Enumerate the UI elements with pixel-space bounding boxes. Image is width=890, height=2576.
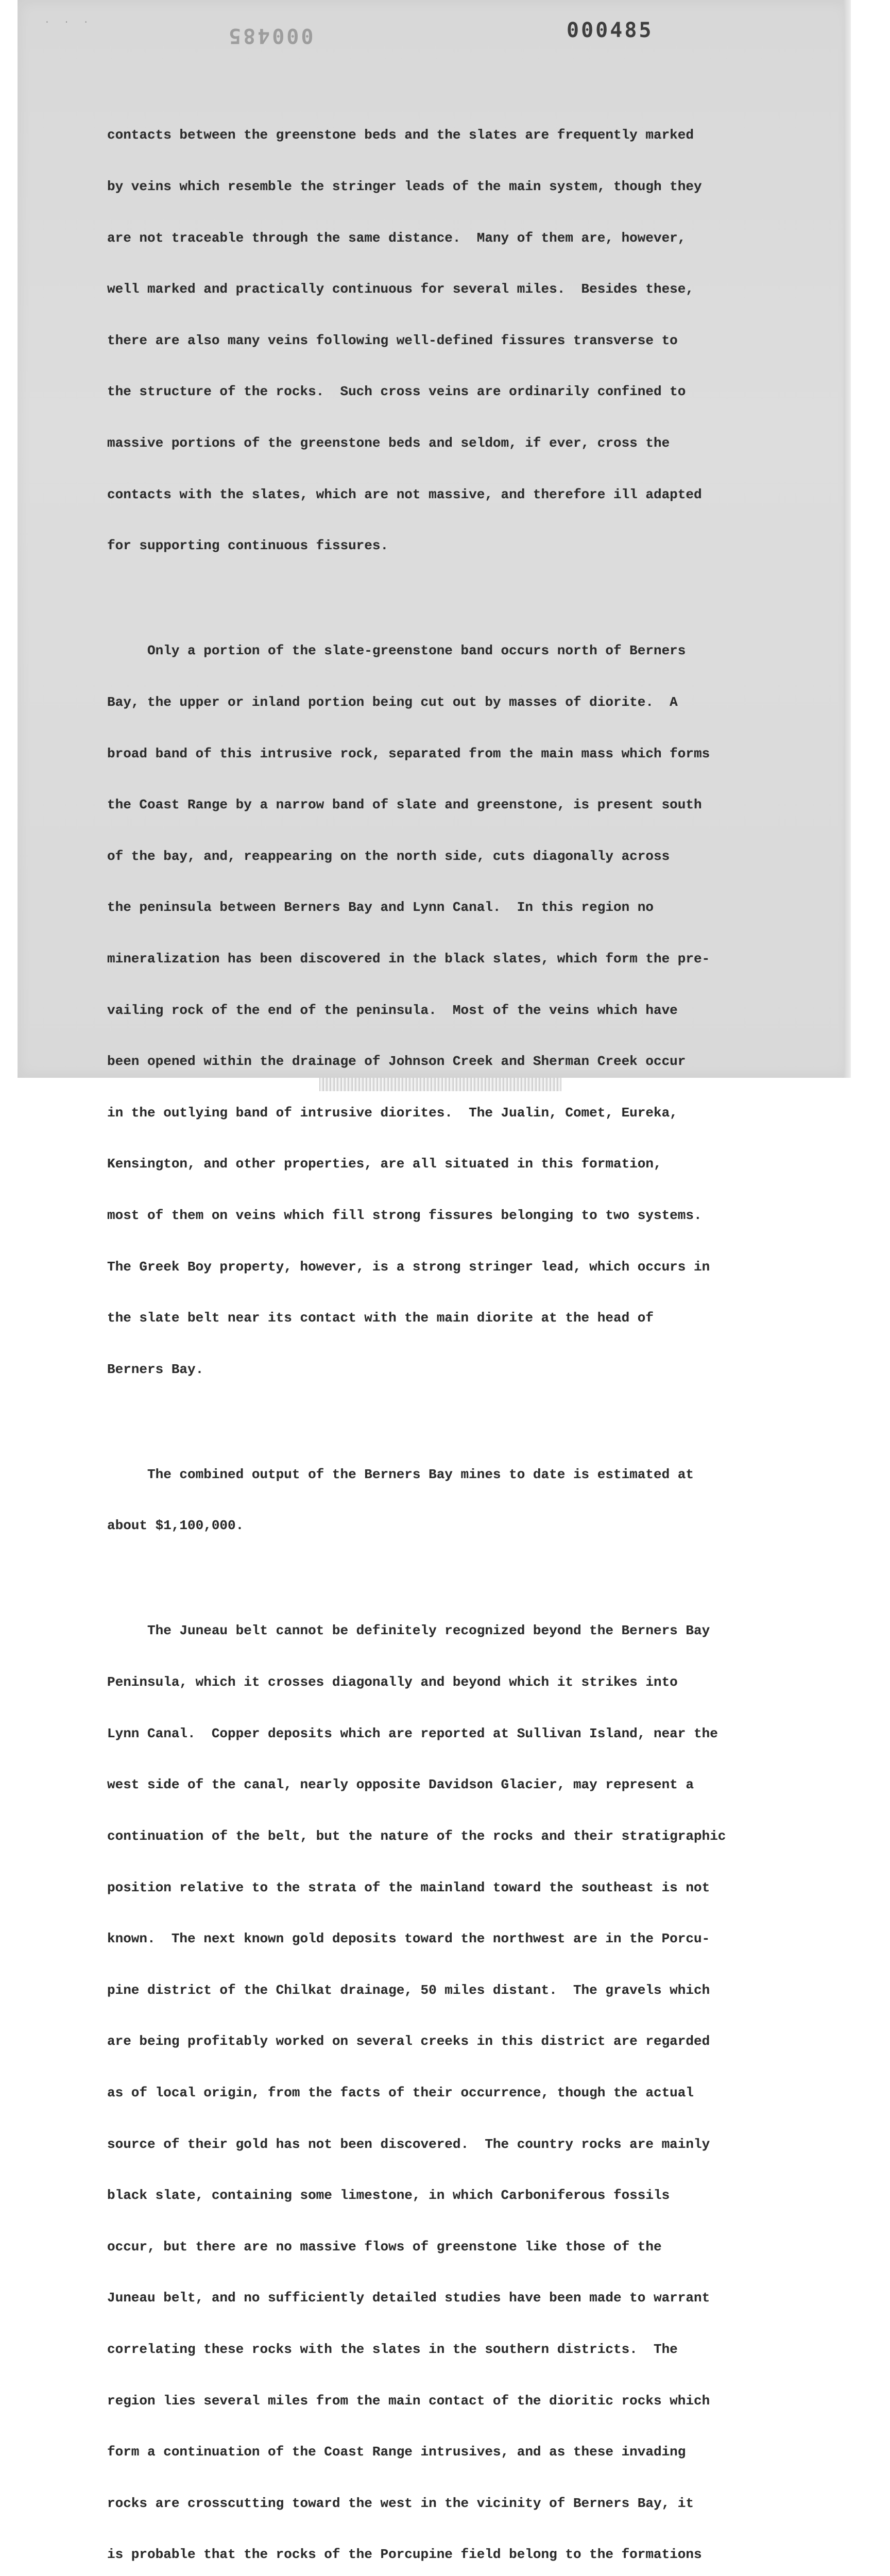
text-line: is probable that the rocks of the Porcupine field belong to the formations [107, 2547, 702, 2563]
text-line: about $1,100,000. [107, 1518, 244, 1534]
paragraph-1 [107, 93, 777, 589]
text-line: The combined output of the Berners Bay mines to date is estimated at [107, 1466, 694, 1482]
text-line: pine district of the Chilkat drainage, 50 miles distant. The gravels which [107, 1982, 710, 1998]
text-line: Bay, the upper or inland portion being cut out by masses of diorite. A [107, 694, 678, 710]
text-line: the Coast Range by a narrow band of slate and greenstone, is present south [107, 797, 702, 813]
paragraph-3 [107, 1432, 777, 1569]
document-body [107, 93, 777, 2576]
text-line: most of them on veins which fill strong fissures belonging to two systems. [107, 1208, 702, 1223]
text-line: known. The next known gold deposits toward the northwest are in the Porcu- [107, 1931, 710, 1947]
text-line: of the bay, and, reappearing on the north side, cuts diagonally across [107, 848, 670, 864]
text-line: Juneau belt, and no sufficiently detailed studies have been made to warrant [107, 2290, 710, 2306]
text-line: position relative to the strata of the mainland toward the southeast is not [107, 1879, 710, 1895]
text-line: continuation of the belt, but the nature of the rocks and their stratigraphic [107, 1828, 726, 1844]
text-line: correlating these rocks with the slates in the southern districts. The [107, 2342, 678, 2357]
text-line: Peninsula, which it crosses diagonally and beyond which it strikes into [107, 1674, 678, 1690]
text-line: vailing rock of the end of the peninsula. Most of the veins which have [107, 1002, 678, 1018]
text-line: there are also many veins following well-defined fissures transverse to [107, 332, 678, 348]
text-line: Kensington, and other properties, are all situated in this formation, [107, 1156, 662, 1172]
text-line: are not traceable through the same distance. Many of them are, however, [107, 230, 686, 246]
paragraph-2 [107, 608, 777, 1413]
text-line: source of their gold has not been discovered. The country rocks are mainly [107, 2136, 710, 2152]
text-line: black slate, containing some limestone, in which Carboniferous fossils [107, 2188, 670, 2204]
text-line: for supporting continuous fissures. [107, 538, 389, 554]
text-line: rocks are crosscutting toward the west in the vicinity of Berners Bay, it [107, 2495, 694, 2511]
text-line: the structure of the rocks. Such cross veins are ordinarily confined to [107, 384, 686, 400]
text-line: west side of the canal, nearly opposite Davidson Glacier, may represent a [107, 1777, 694, 1793]
text-line: The Juneau belt cannot be definitely recognized beyond the Berners Bay [107, 1623, 710, 1639]
text-line: Lynn Canal. Copper deposits which are reported at Sullivan Island, near the [107, 1725, 718, 1741]
text-line: Berners Bay. [107, 1361, 204, 1377]
paper-edge [844, 0, 851, 1078]
text-line: region lies several miles from the main contact of the dioritic rocks which [107, 2393, 710, 2409]
text-line: been opened within the drainage of Johnson Creek and Sherman Creek occur [107, 1054, 686, 1070]
text-line: well marked and practically continuous for several miles. Besides these, [107, 281, 694, 297]
text-line: in the outlying band of intrusive diorites. The Jualin, Comet, Eureka, [107, 1105, 678, 1121]
text-line: the peninsula between Berners Bay and Lynn Canal. In this region no [107, 900, 654, 916]
text-line: by veins which resemble the stringer leads of the main system, though they [107, 179, 702, 195]
text-line: broad band of this intrusive rock, separated from the main mass which forms [107, 745, 710, 761]
text-line: as of local origin, from the facts of their occurrence, though the actual [107, 2084, 694, 2100]
paragraph-4 [107, 1588, 777, 2576]
text-line: contacts with the slates, which are not massive, and therefore ill adapted [107, 486, 702, 502]
text-line: mineralization has been discovered in the black slates, which form the pre- [107, 951, 710, 967]
bates-stamp-number: 000485 [567, 19, 654, 42]
text-line: contacts between the greenstone beds and the slates are frequently marked [107, 127, 694, 143]
text-line: Only a portion of the slate-greenstone band occurs north of Berners [107, 643, 686, 659]
bates-stamp-bleedthrough: 000485 [227, 24, 314, 47]
text-line: The Greek Boy property, however, is a strong stringer lead, which occurs in [107, 1259, 710, 1275]
text-line: the slate belt near its contact with the main diorite at the head of [107, 1310, 654, 1326]
dust-specks: · · · [44, 18, 93, 28]
text-line: are being profitably worked on several creeks in this district are regarded [107, 2033, 710, 2049]
text-line: massive portions of the greenstone beds and seldom, if ever, cross the [107, 435, 670, 451]
text-line: occur, but there are no massive flows of greenstone like those of the [107, 2239, 662, 2255]
text-line: form a continuation of the Coast Range intrusives, and as these invading [107, 2444, 686, 2460]
